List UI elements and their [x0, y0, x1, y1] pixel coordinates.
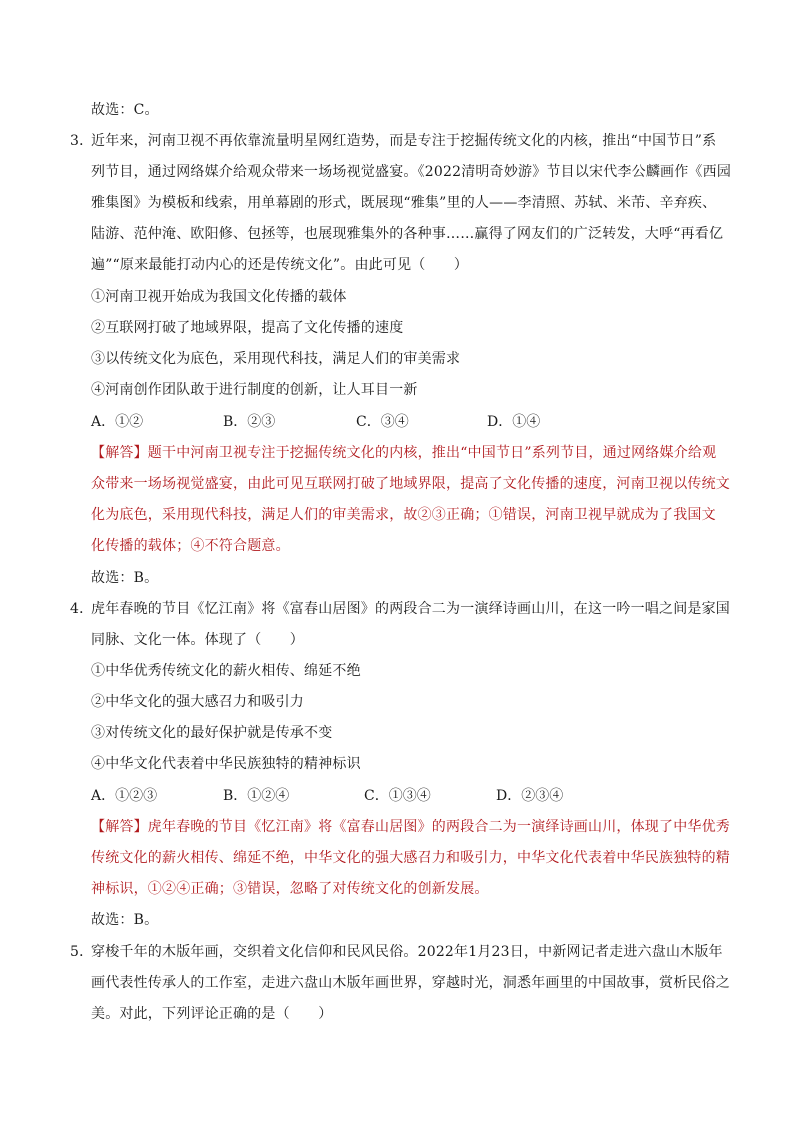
- option-c: C．①③④: [364, 788, 431, 804]
- question-stem-line: 虎年春晚的节目《忆江南》将《富春山居图》的两段合二为一演绎诗画山川，在这一吟一唱之间是家国: [91, 601, 730, 617]
- question-number: 3．: [70, 133, 94, 149]
- statement-item: ②中华文化的强大感召力和吸引力: [91, 694, 304, 710]
- option-b: B．①②④: [223, 788, 290, 804]
- option-b: B．②③: [223, 414, 276, 430]
- question-stem-line: 穿梭千年的木版年画，交织着文化信仰和民风民俗。2022年1月23日，中新网记者走进六盘山木版年: [91, 944, 723, 960]
- option-d: D．②③④: [496, 788, 564, 804]
- question-number: 4．: [70, 601, 94, 617]
- statement-item: ①河南卫视开始成为我国文化传播的载体: [91, 289, 347, 305]
- statement-item: ③以传统文化为底色，采用现代科技，满足人们的审美需求: [91, 351, 461, 367]
- question-stem-line: 画代表性传承人的工作室，走进六盘山木版年画世界，穿越时光，洞悉年画里的中国故事，赏析民俗之: [91, 975, 730, 991]
- analysis-line: 神标识，①②④正确；③错误，忽略了对传统文化的创新发展。: [91, 881, 489, 897]
- option-a: A．①②: [91, 414, 144, 430]
- question-stem-line: 陆游、范仲淹、欧阳修、包拯等，也展现雅集外的各种事……赢得了网友们的广泛转发，大呼“再看亿: [91, 226, 724, 242]
- statement-item: ③对传统文化的最好保护就是传承不变: [91, 725, 333, 741]
- question-stem-line: 近年来，河南卫视不再依靠流量明星网红造势，而是专注于挖掘传统文化的内核，推出“中国节日”系: [91, 133, 717, 149]
- statement-item: ④中华文化代表着中华民族独特的精神标识: [91, 756, 361, 772]
- analysis-line: 化传播的载体；④不符合题意。: [91, 538, 290, 554]
- statement-item: ④河南创作团队敢于进行制度的创新，让人耳目一新: [91, 382, 418, 398]
- statement-item: ①中华优秀传统文化的薪火相传、绵延不绝: [91, 663, 361, 679]
- question-stem-line: 列节目，通过网络媒介给观众带来一场场视觉盛宴。《2022清明奇妙游》节目以宋代李公麟画作《西园: [91, 164, 732, 180]
- question-number: 5．: [70, 944, 94, 960]
- question-stem-line: 遍”“原来最能打动内心的还是传统文化”。由此可见（ ）: [91, 257, 469, 273]
- question-stem-line: 美。对此，下列评论正确的是（ ）: [91, 1006, 333, 1022]
- analysis-line: 【解答】题干中河南卫视专注于挖掘传统文化的内核，推出“中国节日”系列节目，通过网络媒介给观: [91, 445, 717, 461]
- option-c: C．③④: [356, 414, 409, 430]
- option-d: D．①④: [487, 414, 541, 430]
- question-stem-line: 同脉、文化一体。体现了（ ）: [91, 632, 304, 648]
- analysis-line: 【解答】虎年春晚的节目《忆江南》将《富春山居图》的两段合二为一演绎诗画山川，体现了中华优秀: [91, 819, 730, 835]
- answer-line: 故选：B。: [91, 912, 159, 928]
- answer-line: 故选：C。: [91, 102, 159, 118]
- statement-item: ②互联网打破了地域界限，提高了文化传播的速度: [91, 320, 404, 336]
- option-a: A．①②③: [91, 788, 158, 804]
- question-stem-line: 雅集图》为模板和线索，用单幕剧的形式，既展现“雅集”里的人——李清照、苏轼、米芾、辛弃疾、: [91, 195, 717, 211]
- answer-line: 故选：B。: [91, 570, 159, 586]
- analysis-line: 化为底色，采用现代科技，满足人们的审美需求，故②③正确；①错误，河南卫视早就成为了我国文: [91, 507, 716, 523]
- analysis-line: 众带来一场场视觉盛宴，由此可见互联网打破了地域界限，提高了文化传播的速度，河南卫视以传统文: [91, 476, 730, 492]
- analysis-line: 传统文化的薪火相传、绵延不绝，中华文化的强大感召力和吸引力，中华文化代表着中华民族独特的精: [91, 850, 730, 866]
